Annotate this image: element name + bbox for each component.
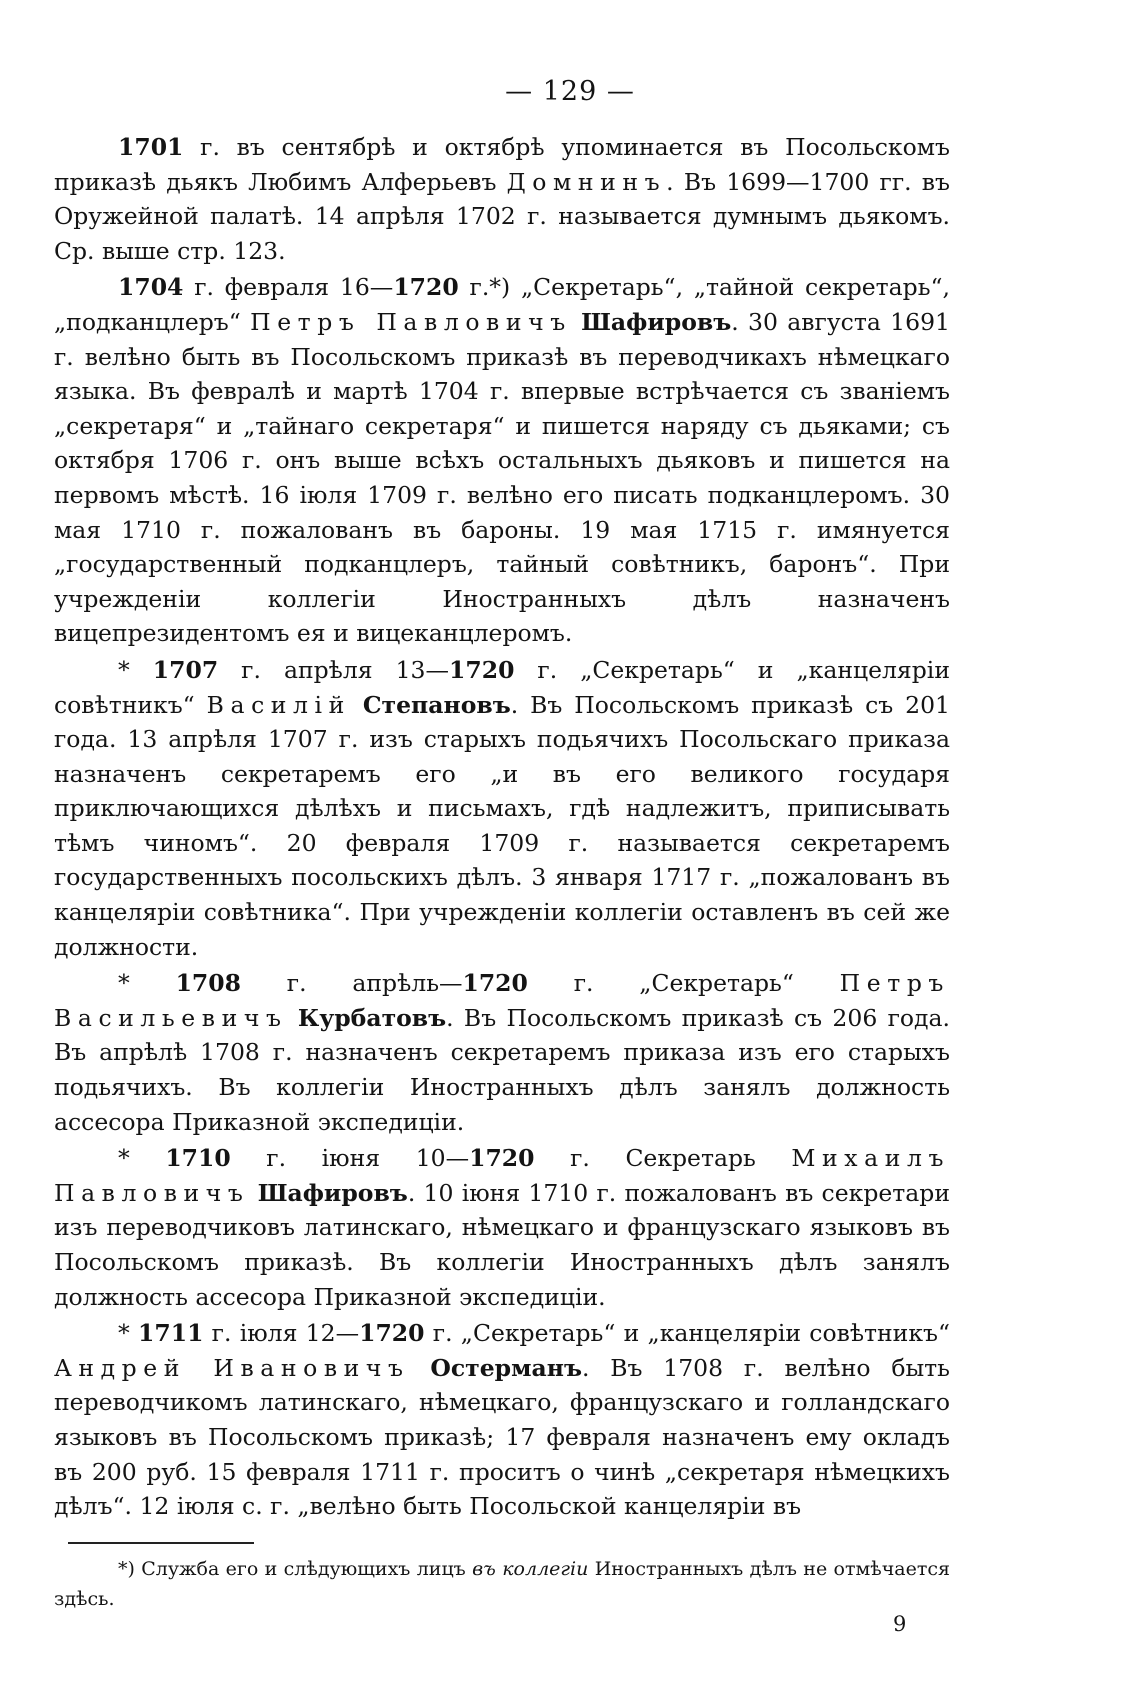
main-text <box>54 130 950 1526</box>
entry-paragraph <box>54 270 950 651</box>
entry-paragraph <box>54 1141 950 1314</box>
entry-text: г. въ сентябрѣ и октябрѣ упоминается въ Посольскомъ приказѣ дьякъ Любимъ Алферьевъ <box>54 133 950 196</box>
entry-year-end: 1720 <box>393 273 459 302</box>
entry-text <box>288 1004 298 1032</box>
entry-text <box>572 308 581 336</box>
entry-text <box>249 1179 257 1207</box>
entry-marker: * <box>118 655 153 684</box>
entry-year: 1704 <box>118 273 184 302</box>
person-surname: Остерманъ <box>430 1353 582 1382</box>
entry-year-end: 1720 <box>449 655 515 684</box>
entry-text: г. „Секретарь“ и „канцеляріи совѣтникъ“ <box>54 655 950 719</box>
entry-year: 1701 <box>118 133 184 161</box>
entry-year: 1708 <box>175 969 241 998</box>
page-number: — 129 — <box>505 76 635 107</box>
entry-text <box>351 691 363 719</box>
footnote-text: въ коллегіи <box>472 1558 589 1580</box>
footnote-text: Иностранныхъ дѣлъ не отмѣчается здѣсь. <box>54 1558 950 1610</box>
footnote-text: *) Служба его и слѣдующихъ лицъ <box>118 1558 473 1580</box>
entry-paragraph <box>54 130 950 268</box>
entry-text: . 30 августа 1691 г. велѣно быть въ Посольскомъ приказѣ въ переводчикахъ нѣмецкаго языка. Въ февралѣ и мартѣ 1704 г. впервые встрѣчается съ званіемъ „секретаря“ и „тайнаго секретаря“ и пишется наряду съ дьяками; съ октября 1706 г. онъ выше всѣхъ остальныхъ дьяковъ и пишется на первомъ мѣстѣ. 16 іюля 1709 г. велѣно его писать подканцлеромъ. 30 мая 1710 г. пожалованъ въ бароны. 19 мая 1715 г. имянуется „государственный подканцлеръ, тайный совѣтникъ, баронъ“. При учрежденіи коллегіи Иностранныхъ дѣлъ назначенъ вицепрезидентомъ ея и вицеканцлеромъ. <box>54 307 950 648</box>
entry-paragraph <box>54 1316 950 1524</box>
entry-year-end: 1720 <box>469 1144 535 1173</box>
person-given-name: Петръ Павловичъ <box>250 307 572 336</box>
entry-year: 1711 <box>138 1319 204 1348</box>
entry-year-end: 1720 <box>359 1319 425 1348</box>
footnote-divider <box>68 1542 254 1544</box>
entry-text: . Въ Посольскомъ приказѣ съ 201 года. 13 апрѣля 1707 г. изъ старыхъ подьячихъ Посольскаго приказа назначенъ секретаремъ его „и въ его великого государя приключающихся дѣлѣхъ и письмахъ, гдѣ надлежитъ, приписывать тѣмъ чиномъ“. 20 февраля 1709 г. называется секретаремъ государственныхъ посольскихъ дѣлъ. 3 января 1717 г. „пожалованъ въ канцеляріи совѣтника“. При учрежденіи коллегіи оставленъ въ сей же должности. <box>54 690 950 961</box>
entry-text: г. „Секретарь“ <box>527 969 840 998</box>
footnote <box>54 1554 950 1614</box>
entry-text: г. „Секретарь“ и „канцеляріи совѣтникъ“ <box>424 1319 950 1348</box>
entry-paragraph <box>54 653 950 964</box>
entry-year: 1707 <box>152 655 219 684</box>
entry-paragraph <box>54 966 950 1139</box>
entry-year: 1710 <box>165 1144 231 1173</box>
person-surname: Курбатовъ <box>297 1003 447 1032</box>
entry-text <box>410 1354 431 1382</box>
person-given-name: Андрей Ивановичъ <box>54 1353 410 1382</box>
person-given-name: Михаилъ Павловичъ <box>54 1144 950 1207</box>
entry-text: г. іюля 12— <box>203 1319 360 1348</box>
person-surname: Шафировъ <box>257 1178 408 1207</box>
entry-text: г. февраля 16— <box>183 273 394 302</box>
person-surname: Степановъ <box>362 690 511 719</box>
person-surname: Шафировъ <box>581 307 732 336</box>
entry-text: г. апрѣля 13— <box>218 655 450 684</box>
entry-text: . Въ 1699—1700 гг. въ Оружейной палатѣ. 14 апрѣля 1702 г. называется думнымъ дьякомъ. Ср. выше стр. 123. <box>54 167 950 265</box>
person-given-name: Петръ Васильевичъ <box>54 969 950 1032</box>
entry-marker: * <box>118 1144 166 1173</box>
person-given-name: Василій <box>206 690 351 719</box>
entry-year-end: 1720 <box>462 969 528 998</box>
entry-marker: * <box>118 1319 139 1348</box>
person-given-name: Домнинъ <box>506 167 667 196</box>
entry-text: . 10 іюня 1710 г. пожалованъ въ секретари изъ переводчиковъ латинскаго, нѣмецкаго и французскаго языковъ въ Посольскомъ приказѣ. Въ коллегіи Иностранныхъ дѣлъ занялъ должность ассесора Приказной экспедиціи. <box>54 1178 950 1311</box>
entry-text: г.*) „Секретарь“, „тайной секретарь“, „подканцлеръ“ <box>54 273 950 336</box>
entry-text: г. іюня 10— <box>230 1144 470 1173</box>
entry-text: г. Секретарь <box>534 1144 792 1173</box>
entry-text: . Въ Посольскомъ приказѣ съ 206 года. Въ апрѣлѣ 1708 г. назначенъ секретаремъ приказа изъ его старыхъ подьячихъ. Въ коллегіи Иностранныхъ дѣлъ занялъ должность ассесора Приказной экспедиціи. <box>54 1003 950 1136</box>
entry-text: . Въ 1708 г. велѣно быть переводчикомъ латинскаго, нѣмецкаго, французскаго и голландскаго языковъ въ Посольскомъ приказѣ; 17 февраля назначенъ ему окладъ въ 200 руб. 15 февраля 1711 г. проситъ о чинѣ „секретаря нѣмецкихъ дѣлъ“. 12 іюля с. г. „велѣно быть Посольской канцеляріи въ <box>54 1353 950 1521</box>
entry-text: г. апрѣль— <box>240 969 463 998</box>
signature-mark: 9 <box>893 1612 907 1636</box>
entry-marker: * <box>118 969 176 998</box>
